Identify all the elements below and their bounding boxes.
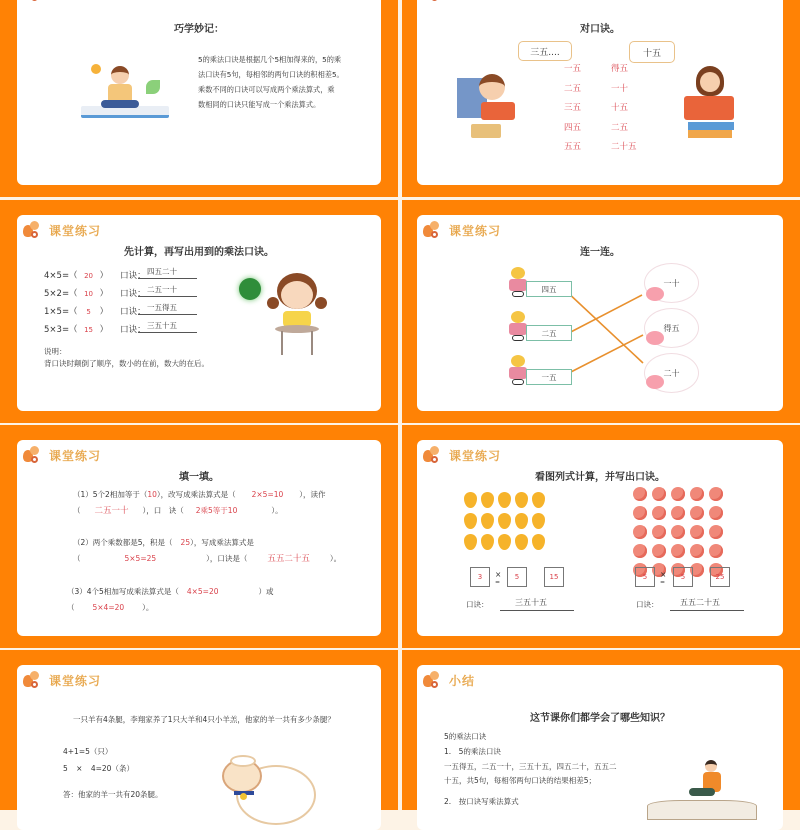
question-2-line-1: （2）两个乘数都是5，积是（ 25），写成乘法算式是 [73, 538, 254, 547]
times-sign: × [660, 570, 667, 579]
rhyme-answer[interactable]: 三五十五 [515, 598, 547, 607]
rhyme-answer[interactable]: 五五二十五 [680, 598, 720, 607]
peach-icon [690, 544, 704, 558]
blank-answer[interactable]: 4×5=20 [186, 587, 219, 596]
pear-icon [498, 492, 511, 508]
blank-answer[interactable]: 5×4=20 [92, 603, 125, 612]
peach-icon [652, 544, 666, 558]
answer-line [138, 332, 197, 333]
pear-icon [532, 513, 545, 529]
answer[interactable]: 10 [84, 290, 94, 298]
pear-icon [515, 513, 528, 529]
boy-reading-illustration [457, 72, 527, 142]
squirrel-logo-icon [423, 0, 441, 2]
answer-cloud[interactable]: 一十 [644, 263, 699, 303]
pear-icon [464, 492, 477, 508]
rhyme-tag[interactable]: 二五 [526, 325, 572, 341]
pear-icon [464, 513, 477, 529]
blank-answer[interactable]: 5×5=25 [124, 554, 157, 563]
panda-girl-icon [509, 311, 527, 341]
blank-answer[interactable]: 2×5=10 [251, 490, 284, 499]
rhyme-answer[interactable]: 三五十五 [147, 321, 177, 330]
calc-row-1: 4×5=（ 20 ） 口诀： [44, 271, 146, 281]
boy-on-book-illustration [647, 760, 757, 820]
slide-header [23, 0, 101, 2]
result-box[interactable]: 15 [544, 567, 564, 587]
rhyme-right-column: 得五 一十 十五 二五 二十五 [611, 64, 637, 152]
sheep-illustration [222, 755, 317, 825]
answer[interactable]: 5 [86, 308, 91, 316]
blank-answer[interactable]: 10 [147, 490, 157, 499]
slide-title: 这节课你们都学会了哪些知识？ [530, 713, 670, 724]
slide-5[interactable] [0, 425, 398, 648]
slide-title: 填一填。 [179, 472, 219, 483]
calc-row-3: 1×5=（ 5 ） 口诀： [44, 307, 146, 317]
section-title: 课堂练习 [49, 223, 102, 238]
rhyme-answer[interactable]: 四五二十 [147, 267, 177, 276]
answer[interactable]: 15 [84, 326, 94, 334]
summary-point-1-title: 1. 5的乘法口诀 [444, 747, 501, 756]
slide-6[interactable] [402, 425, 800, 648]
peach-icon [633, 544, 647, 558]
slide-title: 先计算，再写出用到的乘法口诀。 [124, 247, 274, 258]
slide-header [423, 671, 475, 689]
slide-header [23, 221, 101, 239]
pear-icon [532, 534, 545, 550]
peach-icon [671, 525, 685, 539]
pear-icon [515, 492, 528, 508]
pear-icon [464, 534, 477, 550]
summary-topic: 5的乘法口诀 [444, 732, 487, 741]
answer-line [500, 610, 574, 611]
times-sign: × [495, 570, 502, 579]
peach-icon [633, 487, 647, 501]
note-text: 背口诀时颠倒了顺序，数小的在前，数大的在后。 [44, 359, 209, 368]
slide-title: 巧学妙记： [174, 24, 224, 35]
section-title: 课堂练习 [449, 223, 502, 238]
summary-point-2-title: 2. 按口诀写乘法算式 [444, 797, 519, 806]
result-box[interactable]: 25 [710, 567, 730, 587]
boy-meditating-illustration [81, 62, 171, 122]
rhyme-answer[interactable]: 一五得五 [147, 303, 177, 312]
squirrel-logo-icon [23, 221, 41, 239]
blank-answer[interactable]: 25 [180, 538, 191, 547]
pig-icon [646, 375, 664, 389]
blank-answer[interactable]: 五五二十五 [267, 554, 310, 564]
panda-girl-icon [509, 355, 527, 385]
pig-icon [646, 287, 664, 301]
speech-bubble-right: 十五 [629, 41, 675, 63]
squirrel-logo-icon [423, 671, 441, 689]
rhyme-label: 口诀： [466, 600, 489, 609]
peach-icon [709, 487, 723, 501]
slide-3[interactable] [0, 200, 398, 423]
slide-2[interactable] [402, 0, 800, 197]
question-1-line-2: （ 二五一十 ），口 诀（ 2乘5等于10 ）。 [73, 506, 283, 516]
squirrel-logo-icon [23, 671, 41, 689]
blank-answer[interactable]: 2乘5等于10 [195, 506, 238, 515]
section-title: 小结 [449, 673, 476, 688]
equals-sign: = [495, 579, 501, 586]
pear-icon [481, 492, 494, 508]
section-title [49, 0, 101, 2]
squirrel-logo-icon [23, 446, 41, 464]
pear-icon [498, 534, 511, 550]
section-title: 课堂练习 [49, 673, 102, 688]
pig-icon [646, 331, 664, 345]
factor-box[interactable]: 5 [673, 567, 693, 587]
calc-row-2: 5×2=（ 10 ） 口诀： [44, 289, 146, 299]
girl-reading-illustration [682, 66, 747, 141]
slide-7[interactable] [0, 650, 398, 810]
peach-icon [690, 506, 704, 520]
rhyme-answer[interactable]: 二五一十 [147, 285, 177, 294]
peach-icon [690, 525, 704, 539]
slide-title: 对口诀。 [580, 24, 620, 35]
girl-at-desk-illustration [267, 273, 337, 363]
answer-cloud[interactable]: 二十 [644, 353, 699, 393]
section-title [449, 0, 501, 2]
peach-icon [652, 525, 666, 539]
answer-sentence: 答：他家的羊一共有20条腿。 [63, 790, 163, 799]
matching-lines [417, 215, 783, 411]
question-1-line-1: （1）5个2相加等于（10），改写成乘法算式是（ 2×5=10 ），读作 [73, 490, 326, 499]
calc-row-4: 5×3=（ 15 ） 口诀： [44, 325, 146, 335]
note-title: 说明： [44, 347, 67, 356]
peach-icon [671, 544, 685, 558]
slide-1[interactable] [0, 0, 398, 197]
factor-box[interactable]: 5 [507, 567, 527, 587]
squirrel-logo-icon [423, 446, 441, 464]
question-3-line-1: （3）4个5相加写成乘法算式是（ 4×5=20 ）或 [67, 587, 274, 596]
peach-icon [633, 506, 647, 520]
peach-icon [709, 544, 723, 558]
speech-bubble-left: 三五.... [518, 41, 572, 61]
peach-icon [709, 525, 723, 539]
question-2-line-2: （ 5×5=25 ），口诀是（ 五五二十五 ）。 [73, 554, 342, 564]
peach-icon [671, 506, 685, 520]
pear-icon [515, 534, 528, 550]
slide-header [423, 0, 501, 2]
answer-line [138, 296, 197, 297]
blank-answer[interactable]: 二五一十 [94, 506, 129, 516]
answer-cloud[interactable]: 得五 [644, 308, 699, 348]
slide-8[interactable] [402, 650, 800, 810]
answer-line [138, 314, 197, 315]
section-title: 课堂练习 [449, 448, 502, 463]
rhyme-tag[interactable]: 四五 [526, 281, 572, 297]
answer-line [670, 610, 744, 611]
answer-line [138, 278, 197, 279]
word-problem: 一只羊有4条腿，李翔家养了1只大羊和4只小羊羔，他家的羊一共有多少条腿？ [73, 715, 335, 724]
slide-title: 连一连。 [580, 247, 620, 258]
equals-sign: = [660, 579, 666, 586]
solution-step-1: 4+1=5（只） [63, 747, 113, 756]
section-title: 课堂练习 [49, 448, 102, 463]
peach-icon [652, 506, 666, 520]
answer[interactable]: 20 [84, 272, 94, 280]
question-3-line-2: （ 5×4=20 ）。 [67, 603, 154, 612]
slide-title: 看图列式计算，并写出口诀。 [535, 472, 665, 483]
solution-step-2: 5 × 4=20（条） [63, 764, 134, 773]
peach-icon [709, 506, 723, 520]
mnemonic-paragraph: 5的乘法口诀是根据几个5相加得来的，5的乘 法口诀有5句，每相邻的两句口诀的积相差5。 乘数不同的口诀可以写成两个乘法算式，乘 数相同的口诀只能写成一个乘法算式。 [198, 55, 344, 109]
slide-4[interactable] [402, 200, 800, 423]
factor-box[interactable]: 3 [470, 567, 490, 587]
pear-icon [481, 534, 494, 550]
rhyme-tag[interactable]: 一五 [526, 369, 572, 385]
panda-girl-icon [509, 267, 527, 297]
green-badge-icon [239, 278, 261, 300]
factor-box[interactable]: 5 [635, 567, 655, 587]
peach-icon [633, 525, 647, 539]
peach-icon [671, 487, 685, 501]
peach-icon [690, 487, 704, 501]
slide-header [23, 671, 101, 689]
pear-icon [498, 513, 511, 529]
squirrel-logo-icon [23, 0, 41, 2]
peach-icon [652, 487, 666, 501]
rhyme-left-column: 一五 二五 三五 四五 五五 [564, 64, 582, 152]
slide-header [423, 446, 501, 464]
rhyme-label: 口诀： [636, 600, 659, 609]
pear-icon [481, 513, 494, 529]
pear-grid [464, 492, 554, 562]
summary-point-1-text: 一五得五，二五一十，三五十五，四五二十，五五二 [444, 762, 617, 771]
pear-icon [532, 492, 545, 508]
slide-header [23, 446, 101, 464]
summary-point-1-text: 十五，共5句，每相邻两句口诀的结果相差5； [444, 776, 597, 785]
